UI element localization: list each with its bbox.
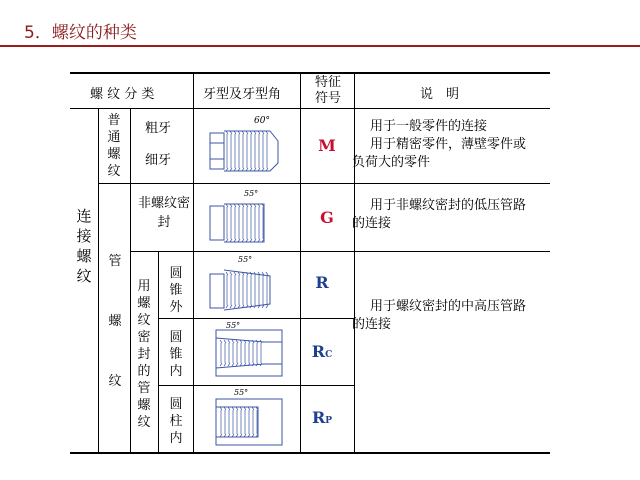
seal-row-1-label: 圆锥外 (169, 266, 183, 315)
svg-text:55°: 55° (226, 321, 241, 330)
col-line-symbol (300, 74, 301, 452)
taper-internal-drawing (208, 320, 288, 382)
group-label: 连接螺纹 (76, 207, 92, 285)
symbol-rp: RP (311, 408, 333, 427)
parallel-internal-drawing (208, 387, 288, 449)
svg-text:55°: 55° (238, 255, 253, 264)
pipe-thread-g-drawing (208, 188, 288, 248)
table-bottom-border (70, 452, 550, 454)
coarse-label: 粗牙 (145, 121, 172, 136)
svg-text:55°: 55° (234, 388, 249, 397)
pipe-thread-label: 管螺纹 (108, 254, 122, 389)
table-top-border (70, 72, 550, 74)
col-line-group (98, 109, 99, 452)
symbol-r: R (315, 273, 329, 292)
title-rule (0, 45, 640, 47)
symbol-g: G (320, 208, 334, 227)
row-line-seal1 (158, 318, 354, 319)
taper-external-drawing (208, 254, 288, 316)
svg-text:60°: 60° (254, 116, 270, 126)
symbol-rc: RC (311, 342, 333, 361)
symbol-m: M (318, 136, 336, 155)
col-line-sub (130, 109, 131, 452)
metric-thread-drawing (208, 113, 288, 177)
header-desc: 说 明 (420, 87, 460, 102)
col-line-seal (158, 251, 159, 452)
desc-seal: 用于螺纹密封的中高压管路的连接 (352, 299, 527, 332)
seal-row-2-label: 圆锥内 (169, 330, 183, 379)
header-bottom-line (70, 108, 550, 109)
row-line-normal (98, 183, 550, 184)
seal-label: 用螺纹密封的管螺纹 (137, 279, 151, 430)
col-line-desc (354, 74, 355, 452)
slide-title: 5．螺纹的种类 (24, 23, 137, 43)
header-profile: 牙型及牙型角 (203, 87, 282, 102)
normal-thread-label: 普通螺纹 (107, 113, 121, 179)
row-line-seal2 (158, 385, 354, 386)
desc-fine: 用于精密零件，薄壁零件或负荷大的零件 (352, 137, 527, 170)
seal-row-3-label: 圆柱内 (169, 397, 183, 446)
fine-label: 细牙 (145, 153, 172, 168)
header-symbol: 特征 符号 (314, 75, 341, 106)
header-type: 螺 纹 分 类 (90, 87, 155, 102)
desc-nonseal: 用于非螺纹密封的低压管路的连接 (352, 198, 527, 231)
nonseal-label: 非螺纹密封 (138, 196, 191, 230)
col-line-profile (193, 74, 194, 452)
desc-coarse: 用于一般零件的连接 (370, 119, 488, 134)
svg-text:55°: 55° (244, 189, 259, 198)
